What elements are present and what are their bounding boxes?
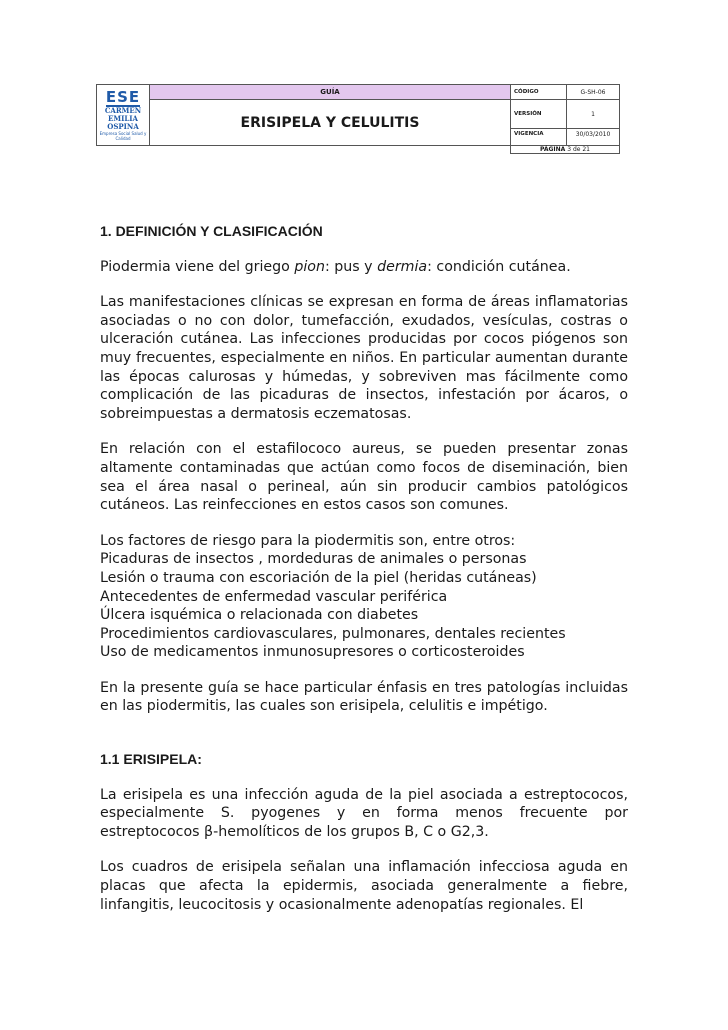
- risk-item: Procedimientos cardiovasculares, pulmonares, dentales recientes: [100, 625, 566, 642]
- pagina-label: PÁGINA: [539, 146, 566, 153]
- version-value: 1: [567, 100, 620, 129]
- paragraph-estafilococo: En relación con el estafilococo aureus, se pueden presentar zonas altamente contaminadas que actúan como focos de diseminación, bien sea el área nasal o perineal, aún sin producir cambios patológicos cutáneos. Las reinfecciones en estos casos son comunes.: [100, 441, 628, 514]
- organization-logo: [97, 85, 149, 145]
- risk-item: Antecedentes de enfermedad vascular periférica: [100, 588, 448, 605]
- risk-item: Lesión o trauma con escoriación de la piel (heridas cutáneas): [100, 569, 537, 586]
- paragraph-erisipela-cuadros: Los cuadros de erisipela señalan una inflamación infecciosa aguda en placas que afecta la epidermis, asociada generalmente a fiebre, linfangitis, leucocitosis y ocasionalmente adenopatías regionales. El: [100, 859, 628, 913]
- intro-paragraph: Piodermia viene del griego pion: pus y dermia: condición cutánea.: [100, 258, 571, 275]
- logo-line-emilia: EMILIA: [108, 113, 138, 123]
- logo-cell: [97, 85, 150, 146]
- logo-line-ospina: OSPINA: [107, 121, 139, 131]
- logo-ese: ESE: [105, 87, 141, 106]
- document-title: ERISIPELA Y CELULITIS: [150, 100, 511, 146]
- risk-item: Uso de medicamentos inmunosupresores o corticosteroides: [100, 644, 525, 661]
- codigo-value: G-SH-06: [567, 85, 620, 100]
- paragraph-enfasis: En la presente guía se hace particular énfasis en tres patologías incluidas en las piodermitis, las cuales son erisipela, celulitis e impétigo.: [100, 679, 628, 715]
- risk-item: Úlcera isquémica o relacionada con diabetes: [100, 607, 419, 624]
- risk-item: Picaduras de insectos , mordeduras de animales o personas: [100, 551, 527, 568]
- section-heading-1-1: 1.1 ERISIPELA:: [100, 751, 202, 768]
- paragraph-erisipela-definicion: La erisipela es una infección aguda de la piel asociada a estreptococos, especialmente S. pyogenes y en forma menos frecuente por estreptococos β-hemolíticos de los grupos B, C o G2,3.: [100, 786, 628, 840]
- logo-tagline: Empresa Social Salud y Calidad: [99, 130, 147, 141]
- codigo-label: CÓDIGO: [511, 85, 567, 100]
- logo-line-carmen: CARMEN: [104, 105, 142, 115]
- paragraph-manifestaciones: Las manifestaciones clínicas se expresan en forma de áreas inflamatorias asociadas o no con dolor, tumefacción, exudados, vesículas, costras o ulceración cutánea. Las infecciones producidas por cocos piógenos son muy frecuentes, especialmente en niños. En particular aumentan durante las épocas calurosas y húmedas, y sobreviven mas fácilmente como complicación de las picaduras de insectos, infestación por ácaros, o sobreimpuestas a dermatosis eczematosas.: [100, 294, 628, 422]
- document-header: [96, 84, 620, 154]
- section-heading-1: 1. DEFINICIÓN Y CLASIFICACIÓN: [100, 223, 323, 239]
- page-number: [511, 146, 620, 154]
- version-label: VERSIÓN: [511, 100, 567, 129]
- risk-factors-intro: Los factores de riesgo para la piodermitis son, entre otros:: [100, 532, 516, 549]
- doc-type: GUÍA: [150, 85, 511, 100]
- vigencia-label: VIGENCIA: [511, 129, 567, 146]
- vigencia-value: 30/03/2010: [567, 129, 620, 146]
- pagina-value: 3 de 21: [567, 146, 590, 153]
- document-body: [100, 222, 628, 914]
